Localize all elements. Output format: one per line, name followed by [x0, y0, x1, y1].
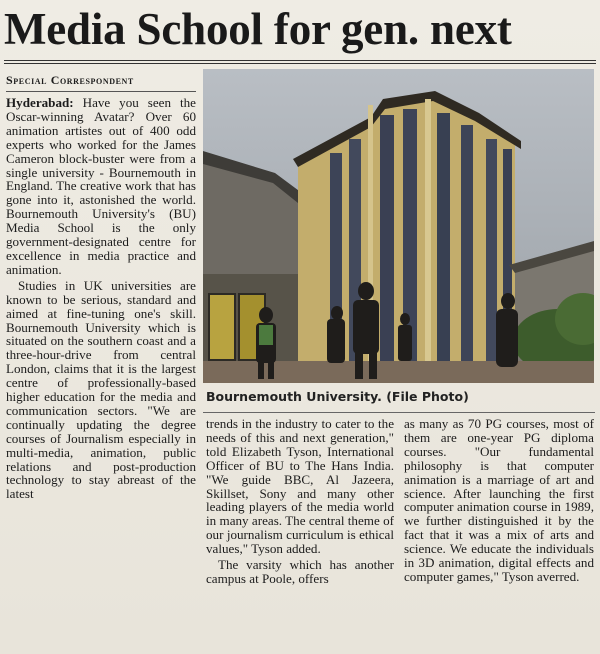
- article-column-3: [404, 417, 594, 653]
- paragraph: as many as 70 PG courses, most of them are one-year PG diploma courses. "Our fundamental philosophy is that computer animation is a marriage of art and science. After launching the first computer animation course in 1989, we further distinguished it by the fact that it was a mix of arts and science. We educate the individuals in 3D animation, digital effects and computer games," Tyson averred.: [404, 417, 594, 584]
- dateline: Hyderabad:: [6, 96, 74, 110]
- paragraph: trends in the industry to cater to the needs of this and next generation," told Elizabeth Tyson, International Officer of BU to The Hans India. "We guide BBC, Al Jazeera, Skillset, Sony and many other leading players of the media world in many areas. The central theme of our journalism curriculum is ethical values," Tyson added.: [206, 417, 394, 557]
- photo-caption: Bournemouth University. (File Photo): [206, 389, 469, 404]
- paragraph: Studies in UK universities are known to be serious, standard and aimed at fine-tuning one's skill. Bournemouth University which is situated on the southern coast and a three-hour-drive from central London, claims that it is the largest centre of professionally-based higher education for the media and communication sectors. "We are continually updating the degree courses of Journalism especially in multi-media, animation, public relations and post-production technology to stay abreast of the latest: [6, 277, 196, 502]
- article-column-2: [206, 417, 394, 653]
- building-illustration: [203, 69, 594, 383]
- article-column-1: [6, 96, 196, 652]
- paragraph: The varsity which has another campus at Poole, offers: [206, 557, 394, 586]
- caption-rule: [203, 412, 595, 413]
- photo-bournemouth-university: [203, 69, 594, 383]
- paragraph-text: Have you seen the Oscar-winning Avatar? Over 60 animation artistes out of 400 odd experts who worked for the James Cameron block-buster were from a single university - Bournemouth in England. The creative work that has gone into it, astonished the world. Bournemouth University's (BU) Media School is the only government-designated centre for excellence in media practice and animation.: [6, 96, 196, 277]
- paragraph: [6, 96, 196, 277]
- byline: Special Correspondent: [6, 73, 134, 87]
- headline-rule: [4, 60, 596, 61]
- headline-rule-thin: [4, 63, 596, 64]
- byline-rule: [6, 91, 196, 92]
- headline: Media School for gen. next: [4, 4, 512, 54]
